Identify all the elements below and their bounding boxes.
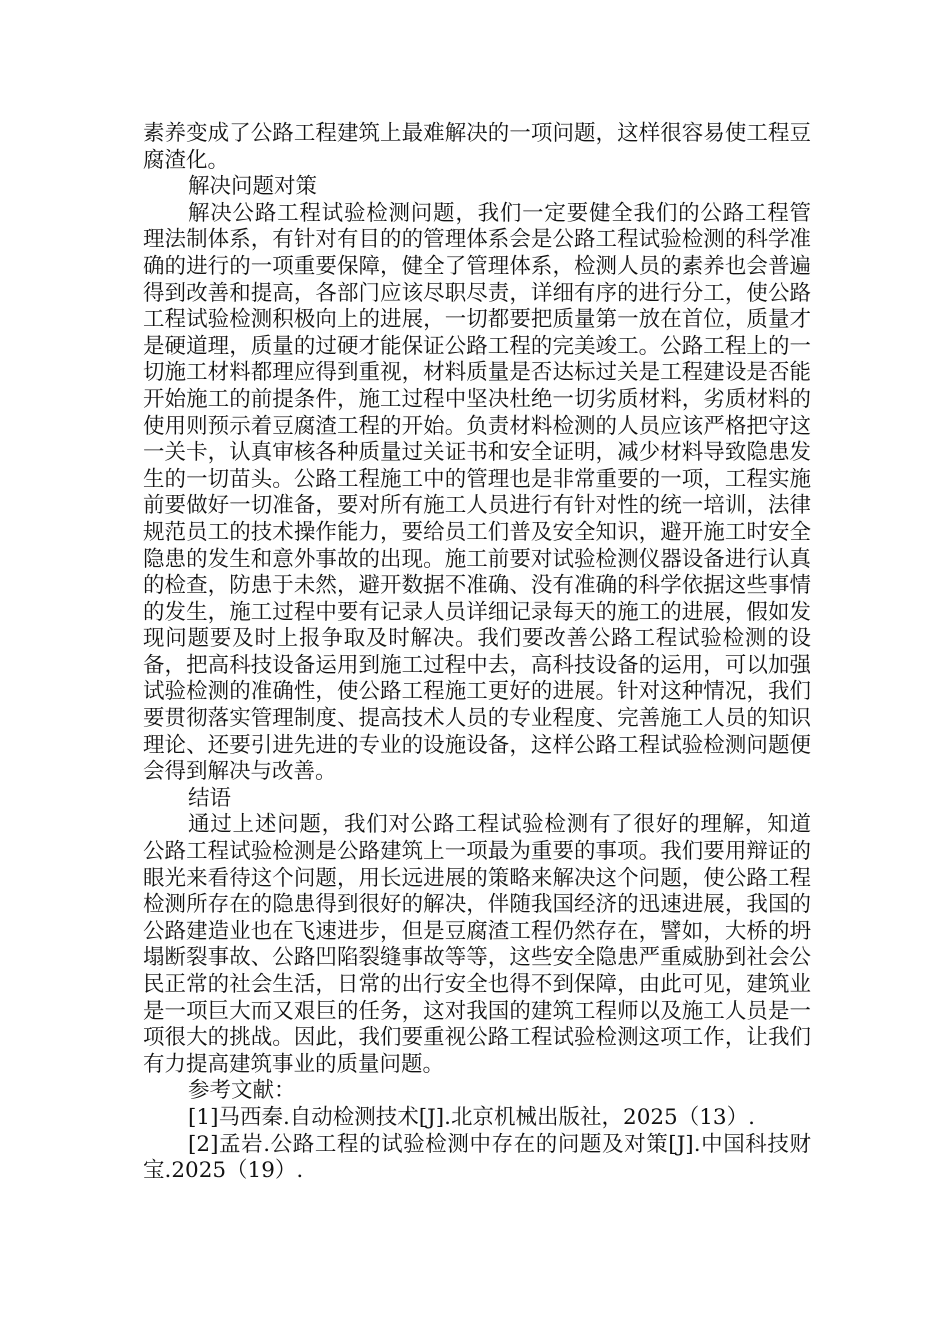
- section-heading-conclusion: 结语: [188, 785, 232, 811]
- document-body: [143, 121, 811, 1185]
- paragraph-solutions: 解决公路工程试验检测问题，我们一定要健全我们的公路工程管理法制体系，有针对有目的的管理体系会是公路工程试验检测的科学准确的进行的一项重要保障，健全了管理体系，检测人员的素养也会普遍得到改善和提高，各部门应该尽职尽责，详细有序的进行分工，使公路工程试验检测积极向上的进展，一切都要把质量第一放在首位，质量才是硬道理，质量的过硬才能保证公路工程的完美竣工。公路工程上的一切施工材料都理应得到重视，材料质量是否达标过关是工程建设是否能开始施工的前提条件，施工过程中坚决杜绝一切劣质材料，劣质材料的使用则预示着豆腐渣工程的开始。负责材料检测的人员应该严格把守这一关卡，认真审核各种质量过关证书和安全证明，减少材料导致隐患发生的一切苗头。公路工程施工中的管理也是非常重要的一项，工程实施前要做好一切准备，要对所有施工人员进行有针对性的统一培训，法律规范员工的技术操作能力，要给员工们普及安全知识，避开施工时安全隐患的发生和意外事故的出现。施工前要对试验检测仪器设备进行认真的检查，防患于未然，避开数据不准确、没有准确的科学依据这些事情的发生，施工过程中要有记录人员详细记录每天的施工的进展，假如发现问题要及时上报争取及时解决。我们要改善公路工程试验检测的设备，把高科技设备运用到施工过程中去，高科技设备的运用，可以加强试验检测的准确性，使公路工程施工更好的进展。针对这种情况，我们要贯彻落实管理制度、提高技术人员的专业程度、完善施工人员的知识理论、还要引进先进的专业的设施设备，这样公路工程试验检测问题便会得到解决与改善。: [143, 200, 811, 785]
- section-heading-solutions: 解决问题对策: [188, 174, 318, 200]
- paragraph-intro-continuation: 素养变成了公路工程建筑上最难解决的一项问题，这样很容易使工程豆腐渣化。: [143, 121, 811, 173]
- reference-item: [1]马西秦.自动检测技术[J].北京机械出版社，2025（13）.: [188, 1104, 755, 1130]
- paragraph-conclusion: 通过上述问题，我们对公路工程试验检测有了很好的理解，知道公路工程试验检测是公路建筑上一项最为重要的事项。我们要用辩证的眼光来看待这个问题，用长远进展的策略来解决这个问题，使公路工程检测所存在的隐患得到很好的解决，伴随我国经济的迅速进展，我国的公路建造业也在飞速进步，但是豆腐渣工程仍然存在，譬如，大桥的坍塌断裂事故、公路凹陷裂缝事故等等，这些安全隐患严重威胁到社会公民正常的社会生活，日常的出行安全也得不到保障，由此可见，建筑业是一项巨大而又艰巨的任务，这对我国的建筑工程师以及施工人员是一项很大的挑战。因此，我们要重视公路工程试验检测这项工作，让我们有力提高建筑事业的质量问题。: [143, 812, 811, 1077]
- reference-item: [2]孟岩.公路工程的试验检测中存在的问题及对策[J].中国科技财宝.2025（19）.: [143, 1131, 811, 1184]
- references-heading: 参考文献：: [188, 1078, 296, 1104]
